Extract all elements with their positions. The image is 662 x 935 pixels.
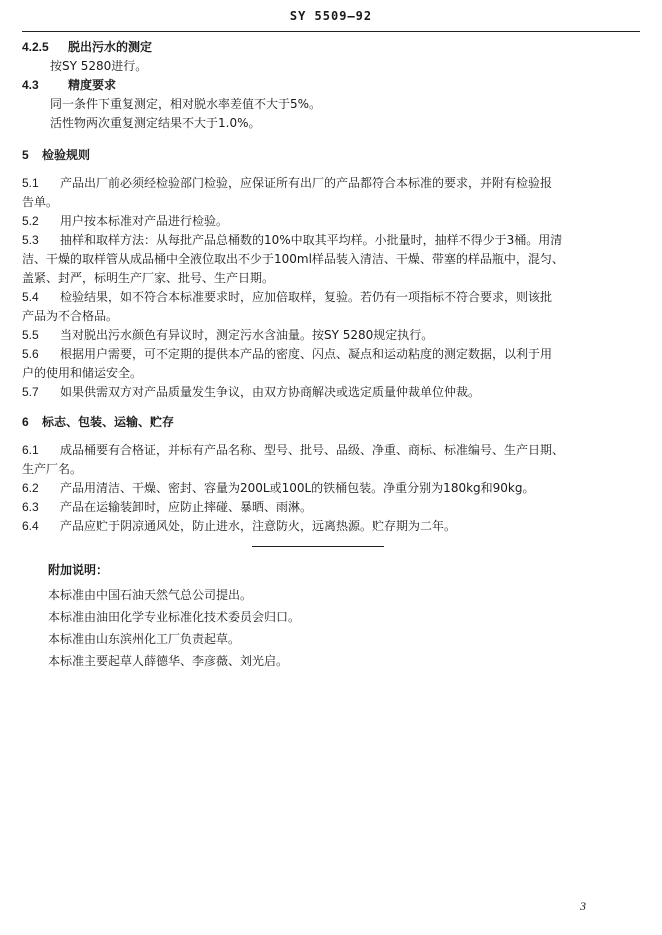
clause-number: 5.4 — [22, 290, 39, 304]
section-title: 脱出污水的测定 — [68, 40, 153, 54]
clause-text: 抽样和取样方法：从每批产品总桶数的10%中取其平均样。小批量时，抽样不得少于3桶。用清 — [60, 233, 563, 247]
section-4-3-body-2: 活性物两次重复测定结果不大于1.0%。 — [50, 116, 261, 130]
clause-text: 洁、干燥的取样管从成品桶中全液位取出不少于100ml样品装入清洁、干燥、带塞的样品瓶中，混匀、 — [22, 252, 564, 266]
clause-text: 检验结果，如不符合本标准要求时，应加倍取样，复验。若仍有一项指标不符合要求，则该批 — [60, 290, 553, 304]
clause-5-3 — [22, 231, 632, 288]
clause-text: 产品用清洁、干燥、密封、容量为200L或100L的铁桶包装。净重分别为180kg和90kg。 — [60, 481, 535, 495]
clause-6-2 — [22, 479, 632, 498]
clause-6-1 — [22, 441, 632, 479]
clause-text: 成品桶要有合格证，并标有产品名称、型号、批号、品级、净重、商标、标准编号、生产日期、 — [60, 443, 565, 457]
section-6-heading — [22, 413, 632, 432]
section-title: 精度要求 — [68, 78, 117, 92]
clause-text: 户的使用和储运安全。 — [22, 366, 143, 380]
clause-5-1 — [22, 174, 632, 212]
clause-text: 根据用户需要，可不定期的提供本产品的密度、闪点、凝点和运动粘度的测定数据，以利于用 — [60, 347, 553, 361]
clause-number: 6.3 — [22, 500, 39, 514]
clause-text: 产品出厂前必须经检验部门检验，应保证所有出厂的产品都符合本标准的要求，并附有检验报 — [60, 176, 553, 190]
notes-line: 本标准由山东滨州化工厂负责起草。 — [48, 632, 241, 646]
section-number: 6 — [22, 415, 29, 429]
clause-number: 6.2 — [22, 481, 39, 495]
clause-number: 6.4 — [22, 519, 39, 533]
section-title: 检验规则 — [42, 148, 91, 162]
clause-text: 用户按本标准对产品进行检验。 — [60, 214, 229, 228]
standard-header: SY 5509—92 — [289, 9, 373, 23]
clause-5-4 — [22, 288, 632, 326]
page-number: 3 — [580, 899, 586, 913]
section-5-heading — [22, 146, 632, 165]
section-number: 4.2.5 — [22, 40, 49, 54]
clause-number: 5.1 — [22, 176, 39, 190]
clause-5-5 — [22, 326, 632, 345]
notes-line: 本标准主要起草人薛德华、李彦薇、刘光启。 — [48, 654, 289, 668]
section-4-2-5-heading — [22, 38, 632, 57]
clause-number: 5.2 — [22, 214, 39, 228]
clause-text: 产品为不合格品。 — [22, 309, 119, 323]
section-number: 5 — [22, 148, 29, 162]
clause-5-2 — [22, 212, 632, 231]
clause-number: 5.6 — [22, 347, 39, 361]
clause-number: 5.7 — [22, 385, 39, 399]
clause-number: 5.5 — [22, 328, 39, 342]
clause-number: 5.3 — [22, 233, 39, 247]
notes-title: 附加说明： — [48, 563, 109, 577]
clause-text: 告单。 — [22, 195, 59, 209]
section-4-3-body-1: 同一条件下重复测定，相对脱水率差值不大于5%。 — [50, 97, 322, 111]
section-divider — [252, 546, 384, 547]
clause-text: 产品应贮于阴凉通风处，防止进水，注意防火，远离热源。贮存期为二年。 — [60, 519, 457, 533]
additional-notes — [22, 561, 632, 671]
header-rule — [22, 31, 640, 32]
section-number: 4.3 — [22, 78, 39, 92]
section-4-2-5-body: 按SY 5280进行。 — [50, 59, 148, 73]
clause-text: 产品在运输装卸时，应防止摔碰、暴晒、雨淋。 — [60, 500, 313, 514]
clause-text: 盖紧、封严，标明生产厂家、批号、生产日期。 — [22, 271, 275, 285]
clause-5-6 — [22, 345, 632, 383]
clause-text: 如果供需双方对产品质量发生争议，由双方协商解决或选定质量仲裁单位仲裁。 — [60, 385, 481, 399]
section-title: 标志、包装、运输、贮存 — [42, 415, 175, 429]
clause-text: 生产厂名。 — [22, 462, 83, 476]
clause-number: 6.1 — [22, 443, 39, 457]
clause-6-3 — [22, 498, 632, 517]
notes-line: 本标准由油田化学专业标准化技术委员会归口。 — [48, 610, 301, 624]
clause-6-4 — [22, 517, 632, 536]
clause-5-7 — [22, 383, 632, 402]
document-body — [22, 38, 632, 674]
clause-text: 当对脱出污水颜色有异议时，测定污水含油量。按SY 5280规定执行。 — [60, 328, 434, 342]
notes-line: 本标准由中国石油天然气总公司提出。 — [48, 588, 253, 602]
section-4-3-heading — [22, 76, 632, 95]
